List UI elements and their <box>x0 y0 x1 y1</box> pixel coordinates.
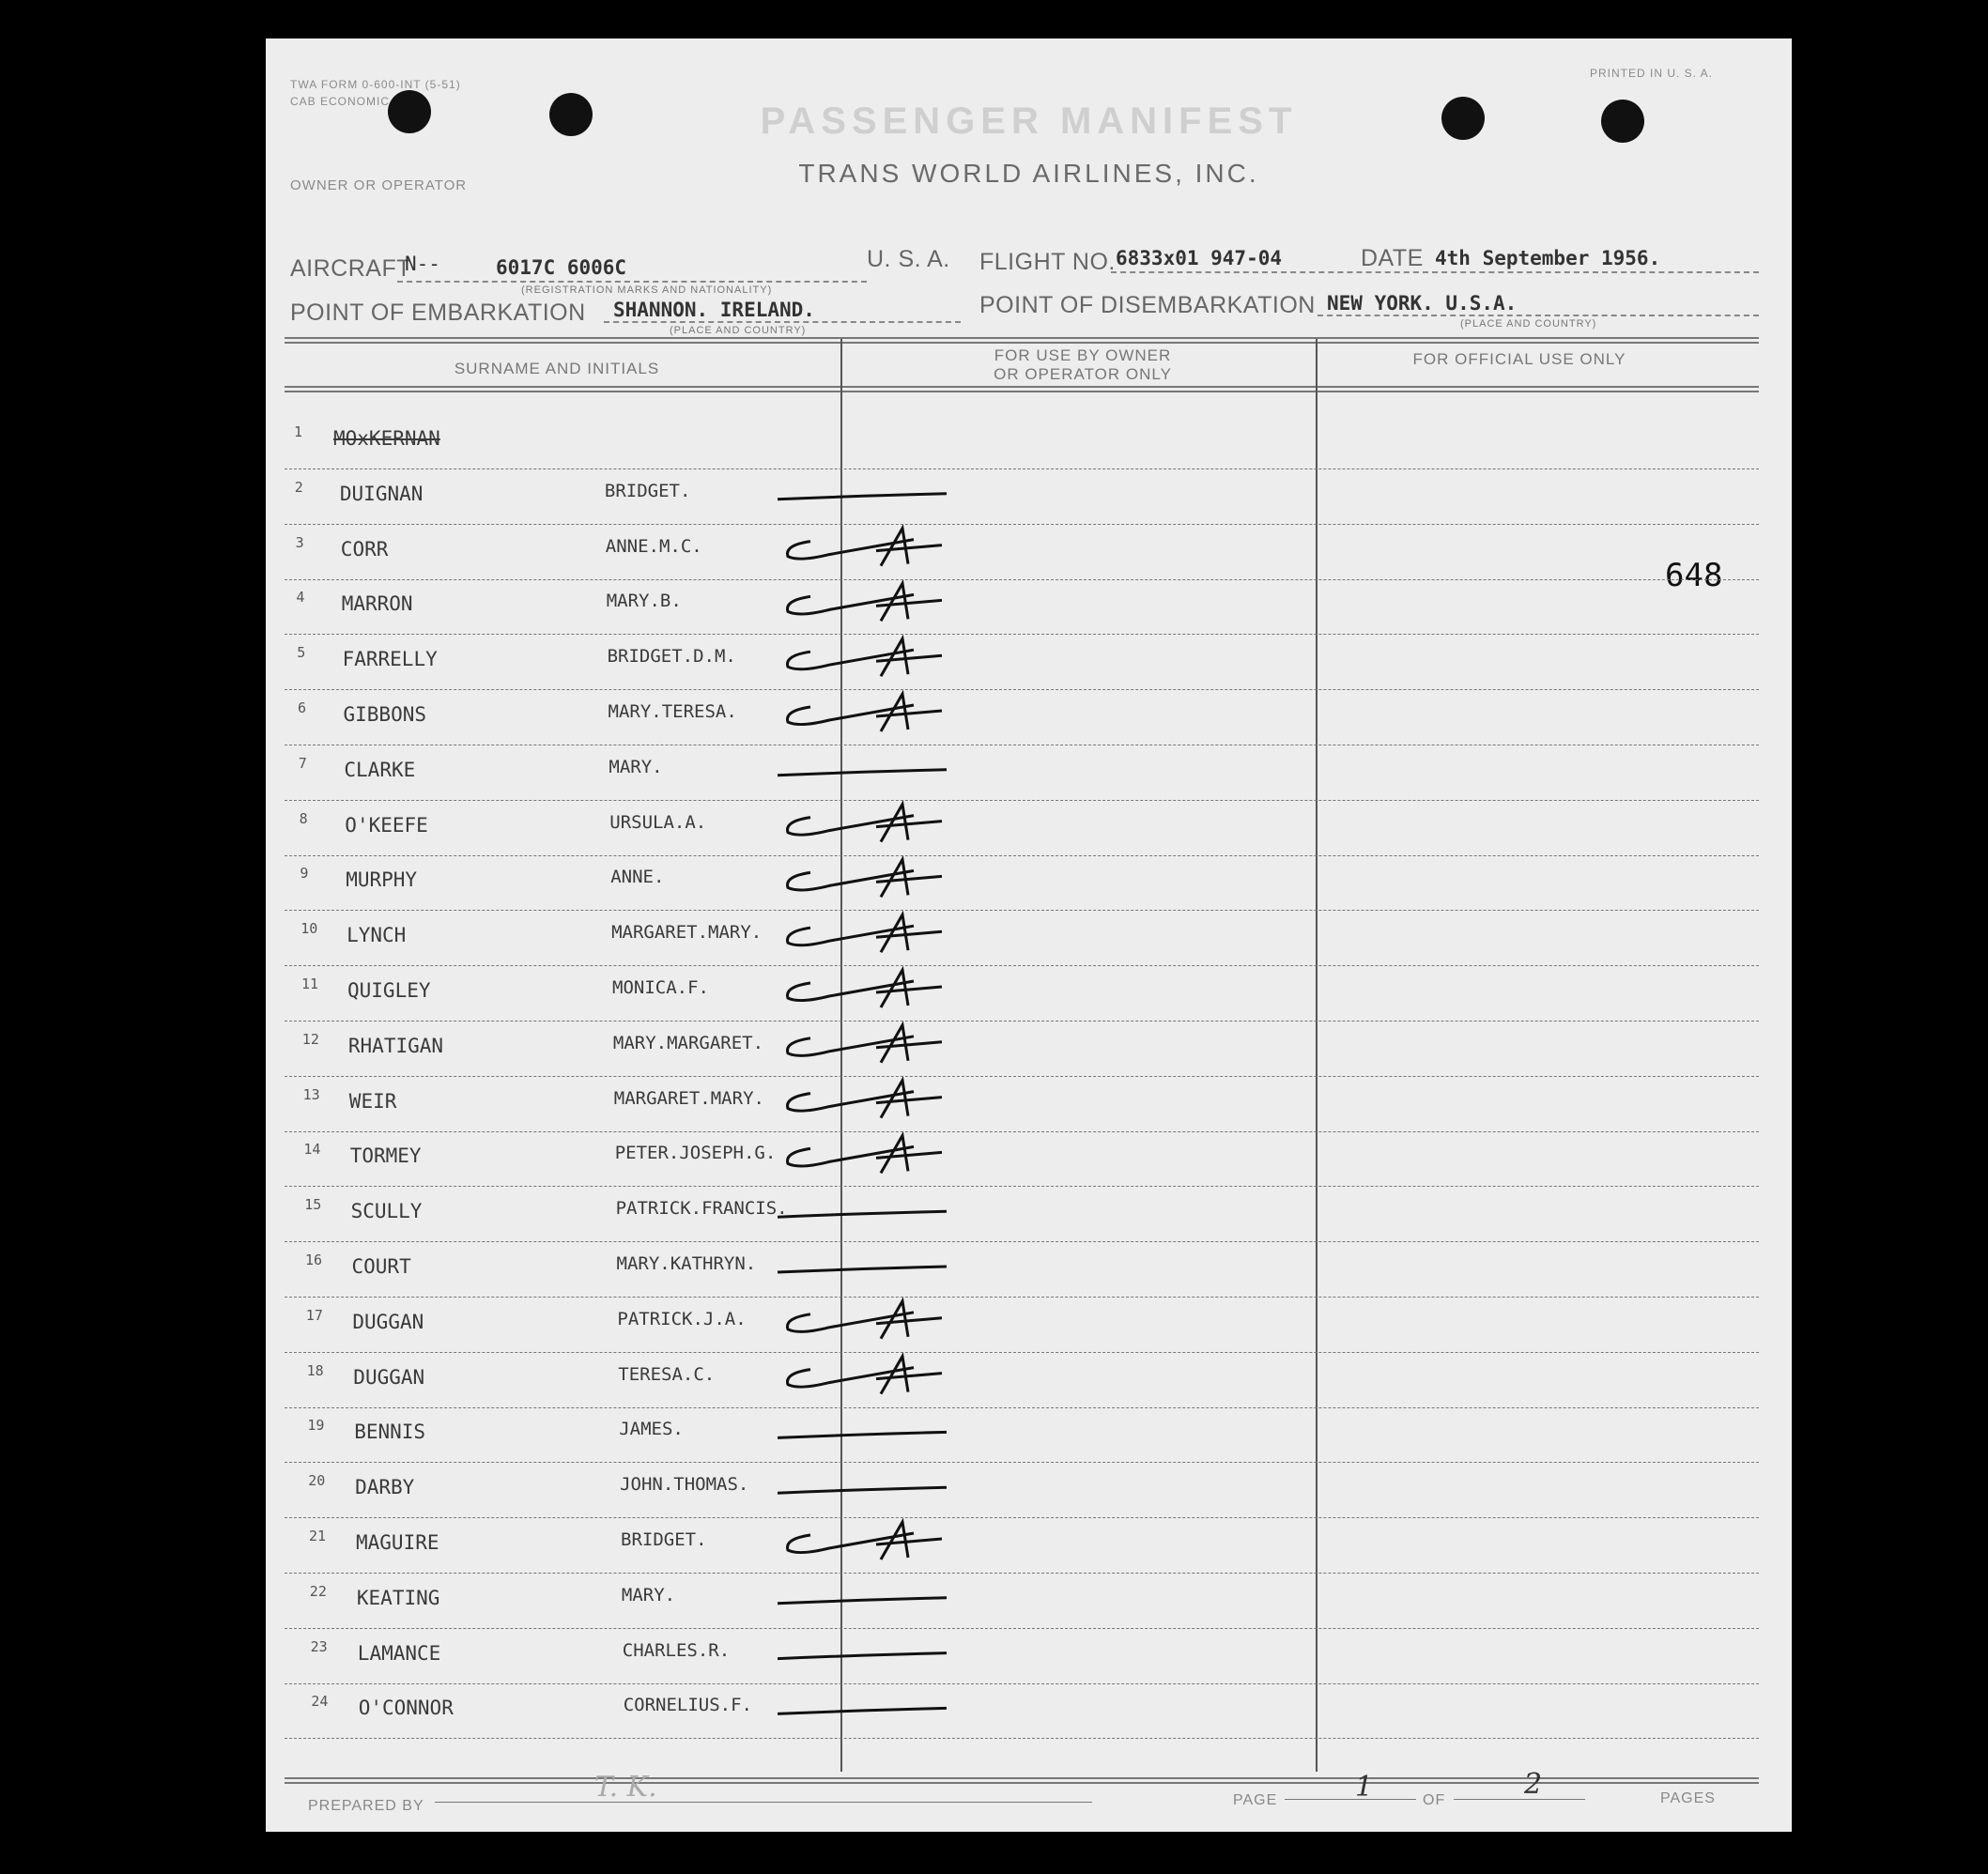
passenger-surname: COURT <box>351 1255 411 1278</box>
row-number: 7 <box>298 754 307 772</box>
passenger-given-names: MARY.B. <box>606 591 682 612</box>
passenger-given-names: BRIDGET. <box>621 1529 707 1550</box>
printed-in: PRINTED IN U. S. A. <box>1590 67 1714 80</box>
passenger-given-names: ANNE.M.C. <box>605 535 702 557</box>
row-number: 19 <box>307 1417 325 1435</box>
passenger-surname: CLARKE <box>344 758 416 781</box>
disembark-note: (PLACE AND COUNTRY) <box>1460 318 1597 330</box>
passenger-surname: DARBY <box>355 1476 415 1499</box>
row-number: 12 <box>301 1030 319 1048</box>
passenger-given-names: JOHN.THOMAS. <box>620 1474 749 1496</box>
passenger-given-names: MONICA.F. <box>612 977 709 998</box>
passenger-given-names: PATRICK.FRANCIS. <box>615 1198 788 1220</box>
form-code: TWA FORM 0-600-INT (5-51) <box>290 78 461 91</box>
passenger-surname: RHATIGAN <box>347 1034 444 1057</box>
passenger-surname: DUIGNAN <box>339 482 424 505</box>
country-label: U. S. A. <box>867 246 950 272</box>
date-value: 4th September 1956. <box>1435 247 1661 269</box>
ca-mark <box>788 1135 943 1173</box>
dash-mark <box>778 1708 947 1713</box>
date-label: DATE <box>1361 245 1424 271</box>
passenger-surname: MARRON <box>341 592 413 616</box>
row-number: 20 <box>308 1472 326 1490</box>
aircraft-value: 6017C 6006C <box>496 256 627 279</box>
ca-mark <box>788 638 943 676</box>
dash-mark <box>778 770 947 776</box>
passenger-given-names: JAMES. <box>619 1419 684 1440</box>
cab-line: CAB ECONOMIC <box>290 95 391 108</box>
passenger-given-names: PATRICK.J.A. <box>617 1308 747 1329</box>
ca-mark <box>788 1357 943 1394</box>
row-number: 21 <box>309 1528 327 1544</box>
embark-label: POINT OF EMBARKATION <box>290 300 586 326</box>
disembark-value: NEW YORK. U.S.A. <box>1327 292 1518 315</box>
passenger-surname: LYNCH <box>347 924 407 947</box>
passenger-surname: O'KEEFE <box>345 813 428 837</box>
company-name: TRANS WORLD AIRLINES, INC. <box>798 159 1259 188</box>
row-number: 24 <box>311 1693 329 1711</box>
passenger-surname: SCULLY <box>350 1200 423 1223</box>
passenger-given-names: PETER.JOSEPH.G. <box>614 1143 777 1164</box>
row-number: 10 <box>301 920 318 938</box>
dash-mark <box>778 494 947 499</box>
col-official: FOR OFFICIAL USE ONLY <box>1412 350 1626 368</box>
prepared-value: T. K. <box>594 1771 657 1804</box>
col-owner-line1: FOR USE BY OWNER <box>994 346 1172 364</box>
flight-value: 6833x01 947-04 <box>1116 247 1283 269</box>
passenger-given-names: MARY.TERESA. <box>608 701 737 722</box>
row-number: 16 <box>305 1252 323 1268</box>
passenger-surname: DUGGAN <box>353 1365 425 1389</box>
ca-mark <box>788 583 943 621</box>
ca-mark <box>788 1522 943 1559</box>
row-number: 13 <box>302 1085 320 1103</box>
passenger-surname: WEIR <box>348 1089 397 1113</box>
owner-label: OWNER OR OPERATOR <box>290 177 468 193</box>
dash-mark <box>778 1211 947 1217</box>
aircraft-label: AIRCRAFT <box>290 255 411 282</box>
passenger-given-names: MARGARET.MARY. <box>611 922 763 944</box>
passenger-given-names: MARY. <box>621 1584 676 1605</box>
ca-mark <box>788 1301 943 1339</box>
row-number: 6 <box>298 699 307 716</box>
passenger-surname: QUIGLEY <box>347 979 431 1002</box>
row-number: 5 <box>297 644 306 662</box>
passenger-given-names: MARY.KATHRYN. <box>616 1253 757 1274</box>
passenger-given-names: TERESA.C. <box>618 1363 716 1385</box>
ca-mark <box>788 970 943 1007</box>
ca-mark <box>788 694 943 731</box>
ca-mark <box>788 914 943 952</box>
passenger-given-names: ANNE. <box>610 867 665 888</box>
ca-mark <box>788 859 943 897</box>
passenger-given-names: BRIDGET. <box>604 480 691 501</box>
aircraft-prefix: N-- <box>405 253 440 275</box>
embark-note: (PLACE AND COUNTRY) <box>670 325 807 336</box>
official-number: 648 <box>1665 557 1723 594</box>
row-number: 2 <box>294 478 303 496</box>
passenger-surname: KEATING <box>356 1586 440 1609</box>
embark-value: SHANNON. IRELAND. <box>613 299 815 321</box>
row-number: 23 <box>310 1637 328 1655</box>
passenger-surname: GIBBONS <box>343 703 427 726</box>
row-number: 17 <box>305 1306 323 1324</box>
ca-mark <box>788 529 943 566</box>
dash-mark <box>778 1267 947 1272</box>
dash-mark <box>778 1598 947 1604</box>
page-label: PAGE <box>1233 1792 1278 1808</box>
row-number: 18 <box>306 1361 324 1379</box>
pages-label: PAGES <box>1660 1790 1716 1806</box>
row-number: 3 <box>295 533 304 551</box>
disembark-label: POINT OF DISEMBARKATION <box>979 292 1316 318</box>
row-number: 11 <box>301 975 319 992</box>
passenger-surname: DUGGAN <box>352 1310 424 1333</box>
ca-mark <box>788 1025 943 1063</box>
passenger-given-names: MARY.MARGARET. <box>612 1032 764 1053</box>
passenger-given-names: BRIDGET.D.M. <box>607 646 736 668</box>
registration-note: (REGISTRATION MARKS AND NATIONALITY) <box>521 284 773 296</box>
row-number: 4 <box>296 589 305 607</box>
passenger-surname: CORR <box>340 537 389 561</box>
row-number: 9 <box>300 865 309 883</box>
flight-label: FLIGHT NO. <box>979 249 1116 275</box>
prepared-label: PREPARED BY <box>308 1798 424 1814</box>
passenger-given-names: CORNELIUS.F. <box>623 1695 752 1716</box>
of-label: OF <box>1423 1792 1446 1808</box>
dash-mark <box>778 1432 947 1437</box>
passenger-surname: LAMANCE <box>357 1641 441 1665</box>
passenger-surname: BENNIS <box>354 1421 426 1444</box>
row-number: 22 <box>309 1582 327 1600</box>
dash-mark <box>778 1487 947 1493</box>
passenger-surname: MAGUIRE <box>356 1531 439 1554</box>
passenger-given-names: MARY. <box>609 756 663 777</box>
passenger-surname: MURPHY <box>346 868 418 892</box>
col-owner-line2: OR OPERATOR ONLY <box>994 365 1172 383</box>
row-number: 8 <box>299 809 308 827</box>
passenger-given-names: MARGARET.MARY. <box>613 1087 764 1109</box>
row-number: 15 <box>304 1196 322 1214</box>
passenger-surname: FARRELLY <box>342 648 438 671</box>
ca-mark <box>788 805 943 842</box>
passenger-given-names: CHARLES.R. <box>622 1639 731 1661</box>
passenger-surname: TORMEY <box>349 1144 422 1168</box>
ca-mark <box>788 1081 943 1118</box>
col-surname: SURNAME AND INITIALS <box>454 360 660 377</box>
dash-mark <box>778 1653 947 1659</box>
passenger-surname: O'CONNOR <box>358 1697 454 1720</box>
row-number: 1 <box>294 423 303 440</box>
page-value: 1 <box>1355 1771 1374 1804</box>
of-value: 2 <box>1524 1768 1543 1801</box>
passenger-given-names: URSULA.A. <box>609 811 707 833</box>
manifest-title: PASSENGER MANIFEST <box>760 100 1298 142</box>
row-number: 14 <box>303 1141 321 1159</box>
manifest-sheet <box>266 38 1792 1832</box>
passenger-surname: MOxKERNAN <box>333 427 440 450</box>
